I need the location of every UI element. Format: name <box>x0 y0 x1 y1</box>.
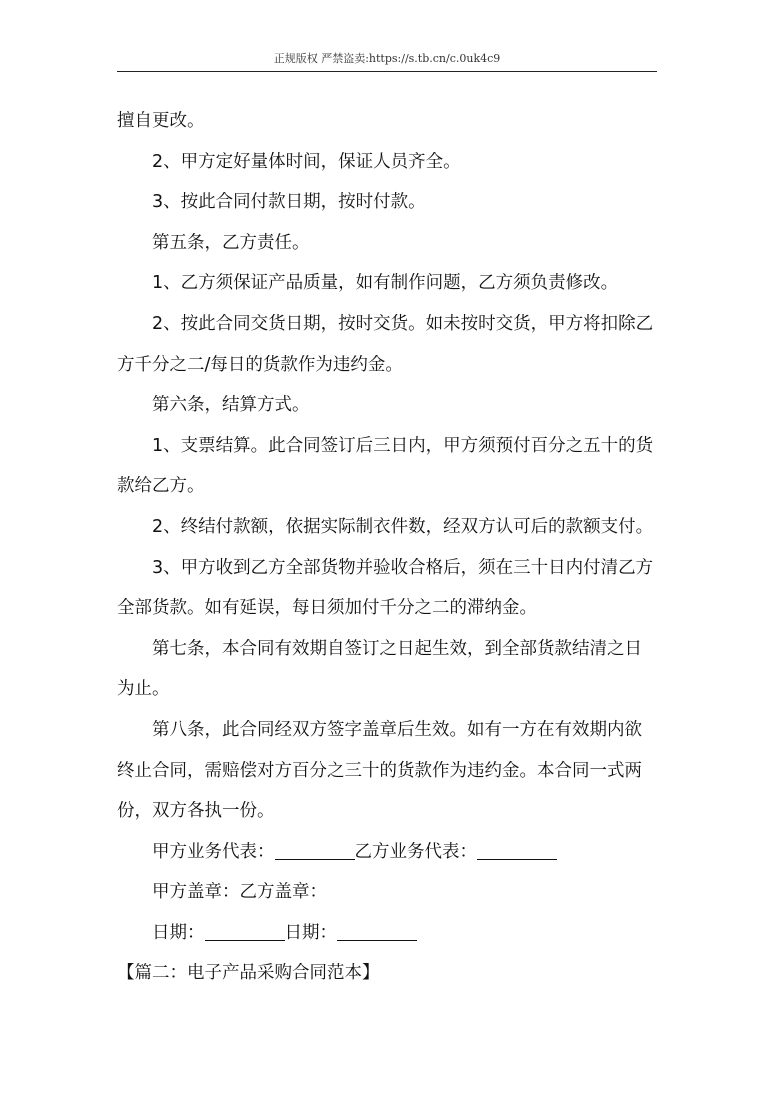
paragraph: 2、按此合同交货日期，按时交货。如未按时交货，甲方将扣除乙方千分之二/每日的货款作为违约金。 <box>117 313 654 375</box>
date-b-label: 日期： <box>284 922 337 943</box>
paragraph: 第八条，此合同经双方签字盖章后生效。如有一方在有效期内欲终止合同，需赔偿对方百分之三十的货款作为违约金。本合同一式两份，双方各执一份。 <box>117 719 642 822</box>
paragraph: 1、乙方须保证产品质量，如有制作问题，乙方须负责修改。 <box>152 273 619 294</box>
header-divider <box>117 71 657 72</box>
signature-line-seals: 甲方盖章：乙方盖章： <box>152 882 327 903</box>
party-a-rep-blank <box>275 841 355 860</box>
section-heading: 第六条，结算方式。 <box>152 395 310 416</box>
page-header: 正规版权 严禁盗卖:https://s.tb.cn/c.0uk4c9 <box>273 52 501 65</box>
next-section-title: 【篇二：电子产品采购合同范本】 <box>117 963 380 984</box>
party-b-rep-label: 乙方业务代表： <box>354 841 477 862</box>
section-heading: 第五条，乙方责任。 <box>152 232 310 253</box>
party-b-rep-blank <box>477 841 557 860</box>
signature-line-dates <box>117 913 657 954</box>
date-a-blank <box>205 922 285 941</box>
date-b-blank <box>337 922 417 941</box>
signature-line-reps <box>117 832 657 873</box>
paragraph: 第七条，本合同有效期自签订之日起生效，到全部货款结清之日为止。 <box>117 638 642 700</box>
date-a-label: 日期： <box>152 922 205 943</box>
paragraph: 擅自更改。 <box>117 111 205 131</box>
paragraph: 3、按此合同付款日期，按时付款。 <box>152 192 426 213</box>
paragraph: 2、终结付款额，依据实际制衣件数，经双方认可后的款额支付。 <box>152 516 654 537</box>
paragraph: 3、甲方收到乙方全部货物并验收合格后，须在三十日内付清乙方全部货款。如有延误，每日须加付千分之二的滞纳金。 <box>117 557 654 619</box>
document-body <box>117 101 657 994</box>
paragraph: 1、支票结算。此合同签订后三日内，甲方须预付百分之五十的货款给乙方。 <box>117 435 654 497</box>
party-a-rep-label: 甲方业务代表： <box>152 841 275 862</box>
paragraph: 2、甲方定好量体时间，保证人员齐全。 <box>152 151 461 172</box>
